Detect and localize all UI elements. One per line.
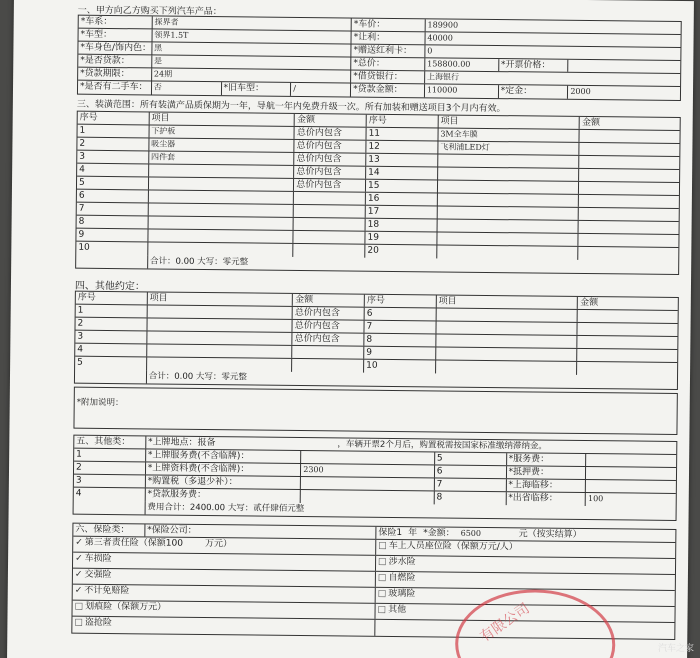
decoration-rows <box>76 125 679 261</box>
value-series: 探界者 <box>152 16 351 30</box>
insurance-company: *保险公司： <box>145 524 376 538</box>
cell-no: 4 <box>74 488 146 502</box>
cell-item <box>149 177 295 191</box>
plate-place: *上牌地点：报备 <box>148 437 216 449</box>
cell-amount <box>294 231 366 244</box>
label-old-model: *旧车型： <box>221 82 291 96</box>
cell-no: 17 <box>366 206 438 219</box>
cell-amount: 总价内包含 <box>295 140 367 153</box>
cell-amount <box>579 195 679 208</box>
insurance-option-label: 交强险 <box>84 569 112 581</box>
cell-no: 6 <box>365 308 437 321</box>
cell-no: 20 <box>365 245 437 259</box>
cell-amount <box>578 336 678 349</box>
cell-no: 5 <box>435 452 507 465</box>
value-loan: 是 <box>152 55 351 69</box>
cell-amount <box>580 143 680 156</box>
header-item: 项目 <box>437 295 579 308</box>
cell-item <box>438 193 580 206</box>
fee-label: *抵押费： <box>507 466 587 479</box>
cell-amount <box>294 192 366 205</box>
cell-amount <box>292 346 364 359</box>
section-three-title: 三、装潢范围：所有装潢产品质保期为一年，导航一年内免费升级一次。所有加装和赠送项目3个月内有效。 <box>76 99 506 115</box>
cell-no: 4 <box>77 164 149 177</box>
cell-no: 9 <box>76 229 148 242</box>
insurance-option[interactable] <box>376 556 675 574</box>
cell-no: 13 <box>366 154 438 167</box>
cell-amount: 总价内包含 <box>293 320 365 333</box>
note-label: *附加说明： <box>76 397 124 409</box>
insurance-option-label: 自燃险 <box>388 572 416 584</box>
label-color: *车身色/饰内色： <box>78 42 152 55</box>
checkbox-checked-icon[interactable] <box>75 538 85 548</box>
cell-item <box>436 308 578 321</box>
value-discount: 40000 <box>427 33 453 43</box>
header-item: 项目 <box>149 112 295 126</box>
cell-no: 2 <box>75 318 147 331</box>
cell-amount <box>579 182 679 195</box>
cell-item <box>436 321 578 334</box>
cell-no: 10 <box>76 242 148 256</box>
cell-no: 1 <box>76 305 148 318</box>
cell-amount: 总价内包含 <box>294 179 366 192</box>
value-deposit: 2000 <box>570 86 591 97</box>
insurance-option-label: 玻璃险 <box>388 588 416 600</box>
cell-amount <box>294 218 366 231</box>
cell-item <box>148 229 294 243</box>
cell-no: 3 <box>74 475 146 488</box>
section-one-title: 一、甲方向乙方购买下列汽车产品： <box>77 5 222 18</box>
insurance-amount-unit: 元（按实结算） <box>518 529 582 540</box>
insurance-option[interactable] <box>73 569 376 587</box>
cell-item <box>147 305 293 319</box>
cell-no: 8 <box>77 216 149 229</box>
cell-no: 8 <box>434 491 506 505</box>
cell-amount: 总价内包含 <box>295 127 367 140</box>
checkbox-checked-icon[interactable] <box>75 570 85 580</box>
plate-place-note: ，车辆开票2个月后，购置税需按国家标准缴纳滞纳金。 <box>337 439 547 452</box>
plate-fee-table <box>73 435 678 521</box>
label-price: *车价： <box>352 19 426 32</box>
fee-label: *上牌资料费(不含临牌)： <box>146 462 302 476</box>
fee-label: *上牌服务费(不含临牌)： <box>146 449 302 463</box>
checkbox-empty-icon[interactable] <box>378 589 389 599</box>
cell-no: 5 <box>75 357 147 371</box>
cell-amount <box>294 205 366 218</box>
cell-no: 4 <box>75 344 147 357</box>
cell-no: 5 <box>77 177 149 190</box>
cell-amount <box>294 244 366 258</box>
header-amount: 金额 <box>581 117 601 129</box>
cell-no: 1 <box>78 125 150 138</box>
cell-amount <box>579 247 679 261</box>
header-no: 序号 <box>367 115 439 128</box>
value-loan-term: 24期 <box>152 68 351 82</box>
plate-rows <box>74 449 677 507</box>
cell-amount <box>579 221 679 234</box>
section-six-title: 六、保险类： <box>73 524 145 537</box>
cell-amount <box>580 130 680 143</box>
label-invoice-price: *开票价格： <box>499 59 569 72</box>
fee-value <box>301 451 435 464</box>
cell-item <box>436 334 578 347</box>
cell-item: 飞利浦LED灯 <box>438 141 580 154</box>
section-five-title: 五、其他类： <box>74 436 146 449</box>
cell-item <box>437 206 579 219</box>
insurance-option-label: 划痕险（保额万元） <box>85 601 167 613</box>
cell-no: 3 <box>75 331 147 344</box>
checkbox-empty-icon[interactable] <box>378 557 389 567</box>
insurance-option-label: 第三者责任险（保额100 <box>84 537 184 549</box>
cell-item <box>438 154 580 167</box>
cell-item <box>436 347 578 360</box>
fee-label: *出省临移： <box>506 492 586 506</box>
checkbox-checked-icon[interactable] <box>75 586 85 596</box>
value-total: 158800.00 <box>425 58 499 71</box>
fee-label: *贷款服务费： <box>145 488 301 503</box>
cell-item <box>437 232 579 245</box>
value-invoice-price <box>569 60 681 73</box>
insurance-option[interactable] <box>73 553 376 571</box>
checkbox-empty-icon[interactable] <box>378 541 389 551</box>
cell-no: 18 <box>366 219 438 232</box>
cell-no: 7 <box>435 478 507 491</box>
value-color: 黑 <box>152 42 351 56</box>
header-item: 项目 <box>438 115 580 128</box>
value-old-model: / <box>291 83 351 97</box>
insurance-option-label: 车损险 <box>84 553 112 565</box>
other-total: 合计：0.00 大写：零元整 <box>148 371 247 383</box>
insurance-option[interactable] <box>376 540 675 558</box>
value-trade-in: 否 <box>152 81 222 95</box>
insurance-option-unit: 万元） <box>204 539 233 550</box>
cell-no: 19 <box>365 232 437 245</box>
checkbox-empty-icon[interactable] <box>74 618 85 628</box>
insurance-option-label: 车上人员座位险（保额万元/人） <box>388 540 518 553</box>
cell-no: 3 <box>77 151 149 164</box>
cell-amount <box>579 208 679 221</box>
insurance-option[interactable] <box>72 617 375 636</box>
cell-amount <box>292 359 364 373</box>
checkbox-empty-icon[interactable] <box>378 573 389 583</box>
cell-amount <box>579 169 679 182</box>
cell-item <box>437 219 579 232</box>
insurance-option[interactable] <box>73 537 376 555</box>
cell-item <box>148 216 294 230</box>
insurance-option-label: 涉水险 <box>388 556 416 568</box>
section-four-title: 四、其他约定： <box>74 280 145 293</box>
checkbox-empty-icon[interactable] <box>75 602 86 612</box>
decoration-table <box>75 111 681 275</box>
cell-item <box>149 190 295 204</box>
watermark: 汽车之家 <box>657 644 694 654</box>
cell-no: 15 <box>366 180 438 193</box>
value-model: 领界1.5T <box>152 29 351 43</box>
fee-value: 100 <box>587 494 604 504</box>
label-model: *车型： <box>79 29 153 42</box>
cell-no: 16 <box>366 193 438 206</box>
cell-item <box>147 331 293 345</box>
insurance-option[interactable] <box>73 585 376 603</box>
cell-amount <box>579 234 679 247</box>
checkbox-checked-icon[interactable] <box>75 554 85 564</box>
insurance-option-label: 其他 <box>388 604 407 616</box>
value-price: 189900 <box>427 20 459 30</box>
insurance-amount: 6500 <box>460 528 482 538</box>
cell-no: 2 <box>74 462 146 475</box>
cell-no: 1 <box>74 449 146 462</box>
cell-no: 7 <box>77 203 149 216</box>
label-discount: *让利： <box>352 32 426 45</box>
header-item: 项目 <box>148 292 294 306</box>
fee-value <box>586 480 676 493</box>
cell-no: 11 <box>367 128 439 141</box>
insurance-amount-label: *金额： <box>423 528 455 539</box>
cell-no: 14 <box>366 167 438 180</box>
cell-item <box>148 203 294 217</box>
cell-item <box>438 167 580 180</box>
insurance-period-unit: 年 <box>408 528 418 539</box>
cell-amount: 总价内包含 <box>294 166 366 179</box>
cell-item: 四件套 <box>149 151 295 165</box>
fee-value <box>586 467 676 480</box>
cell-item: 3M全车膜 <box>438 128 580 141</box>
cell-no: 6 <box>77 190 149 203</box>
insurance-option-label: 盗抢险 <box>84 617 113 629</box>
fee-label: *购置税（多退少补）： <box>146 475 302 489</box>
cell-amount <box>578 323 678 336</box>
fee-label: *上海临移： <box>506 479 586 492</box>
insurance-period: 保险1 <box>378 527 403 539</box>
header-no: 序号 <box>76 292 148 305</box>
label-total: *总价： <box>351 58 425 71</box>
header-no: 序号 <box>78 112 150 125</box>
label-loan-term: *贷款期限： <box>78 68 152 81</box>
label-bank: *借贷银行： <box>351 71 425 84</box>
value-loan-amount: 110000 <box>425 84 499 98</box>
cell-no: 2 <box>77 138 149 151</box>
label-deposit: *定金： <box>499 85 569 99</box>
note-box <box>73 387 677 435</box>
value-bonus-card: 0 <box>427 46 433 56</box>
value-bank: 上海银行 <box>426 72 460 82</box>
cell-no: 12 <box>366 141 438 154</box>
cell-amount <box>578 349 678 362</box>
cell-no: 10 <box>364 360 436 374</box>
decoration-total: 合计：0.00 大写：零元整 <box>149 256 249 268</box>
fee-label: *服务费： <box>507 453 587 466</box>
cell-item <box>147 318 293 332</box>
other-agreement-table <box>74 291 679 390</box>
other-rows <box>75 305 678 376</box>
cell-item <box>438 180 580 193</box>
cell-no: 7 <box>365 321 437 334</box>
label-loan: *是否贷款： <box>78 55 152 68</box>
header-amount: 金额 <box>580 297 599 309</box>
header-no: 序号 <box>365 295 437 308</box>
fee-value <box>586 454 676 467</box>
cell-no: 6 <box>435 465 507 478</box>
cell-amount <box>578 310 678 323</box>
vehicle-info-table <box>77 15 682 101</box>
cell-amount: 总价内包含 <box>295 153 367 166</box>
contract-sheet <box>7 0 694 658</box>
insurance-option[interactable] <box>376 572 675 590</box>
checkbox-empty-icon[interactable] <box>378 605 389 615</box>
cell-amount: 总价内包含 <box>293 307 365 320</box>
plate-total: 费用合计：2400.00 大写：贰仟肆佰元整 <box>147 502 305 515</box>
label-trade-in: *是否有二手车： <box>78 81 152 95</box>
cell-item: 吸尘器 <box>149 138 295 152</box>
label-loan-amount: *贷款金额： <box>351 84 425 98</box>
fee-value <box>301 477 435 490</box>
cell-no: 9 <box>364 347 436 360</box>
header-amount: 金额 <box>295 114 367 127</box>
cell-amount: 总价内包含 <box>293 333 365 346</box>
cell-amount <box>577 362 677 376</box>
header-amount: 金额 <box>293 294 365 307</box>
label-series: *车系： <box>79 16 153 29</box>
label-bonus-card: *赠送红利卡： <box>351 45 425 58</box>
cell-item <box>149 164 295 178</box>
cell-no: 8 <box>364 334 436 347</box>
insurance-option[interactable] <box>72 601 375 619</box>
fee-value: 2300 <box>301 464 435 477</box>
cell-item: 下护板 <box>149 125 295 139</box>
insurance-option-label: 不计免赔险 <box>84 585 130 597</box>
cell-item <box>147 344 293 358</box>
company-seal: 有限公司 <box>455 589 616 658</box>
cell-amount <box>580 156 680 169</box>
